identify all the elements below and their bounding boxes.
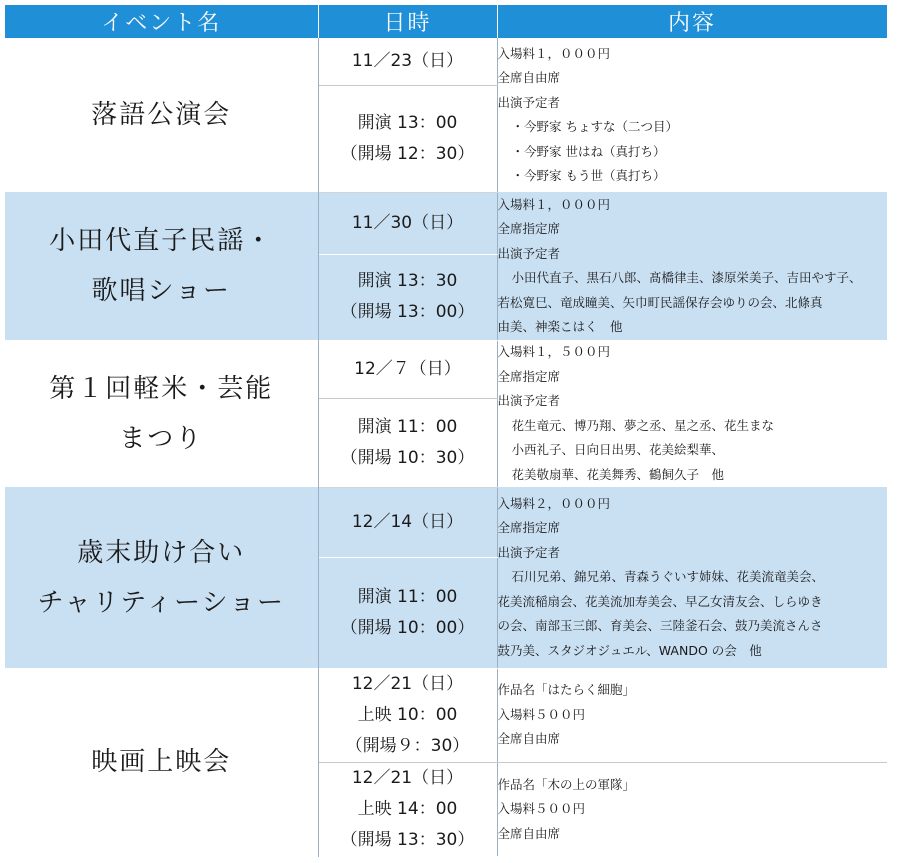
info-line: 作品名「木の上の軍隊」: [497, 776, 636, 792]
header-content: 内容: [497, 5, 887, 38]
performer-line: 小田代直子、黒石八郎、髙橋律圭、漆原栄美子、吉田やす子、: [511, 270, 862, 285]
event-name-line: 第１回軽米・芸能: [49, 373, 274, 404]
performer-line: 花生竜元、博乃翔、夢之丞、星之丞、花生まな: [511, 417, 775, 433]
event-date: 11／30（日）: [318, 192, 497, 254]
info-line: 出演予定者: [497, 544, 561, 560]
info-line: 入場料１，０００円: [497, 196, 611, 212]
info-line: 全席指定席: [497, 368, 561, 384]
performer-line: ・今野家 もう世（真打ち）: [511, 168, 666, 183]
time-line: （開場 12：30）: [340, 143, 475, 164]
event-name: [5, 192, 318, 340]
event-name: [5, 487, 318, 668]
event-name: [5, 340, 318, 487]
event-name-line: 歳末助け合い: [77, 537, 246, 568]
info-line: 出演予定者: [497, 245, 561, 261]
screening-info: [497, 762, 887, 856]
performer-line: ・今野家 ちょすな（二つ目）: [511, 119, 678, 134]
time-line: （開場 13：00）: [340, 302, 475, 322]
time-line: 上映 14：00: [357, 798, 458, 819]
time-line: 開演 13：00: [357, 112, 458, 133]
event-name: [5, 38, 318, 192]
performer-line: 由美、神楽こはく 他: [497, 319, 623, 334]
event-name-line: 落語公演会: [91, 100, 232, 130]
info-line: 出演予定者: [497, 94, 561, 110]
event-name-line: 歌唱ショー: [91, 276, 231, 306]
info-line: 入場料１，５００円: [497, 344, 611, 359]
performer-line: 若松寛巳、竜成瞳美、矢巾町民謡保存会ゆりの会、北條真: [497, 294, 823, 310]
performer-line: 石川兄弟、錦兄弟、青森うぐいす姉妹、花美流竜美会、: [511, 569, 825, 585]
header-datetime: 日時: [318, 5, 497, 38]
info-line: 入場料２，０００円: [497, 495, 611, 511]
event-row-movie: [5, 668, 887, 762]
event-date: 12／７（日）: [318, 340, 497, 398]
event-name: [5, 668, 318, 856]
event-info: [497, 340, 887, 487]
performer-line: 花美敬扇華、花美舞秀、鶴飼久子 他: [511, 466, 725, 482]
event-row-rakugo: [5, 38, 887, 85]
info-line: 全席自由席: [497, 825, 561, 841]
event-time: [318, 85, 497, 192]
performer-line: の会、南部玉三郎、育美会、三陸釜石会、鼓乃美流さんさ: [497, 618, 823, 634]
event-info: [497, 192, 887, 340]
time-line: 12／21（日）: [351, 767, 464, 788]
event-row-minyo: [5, 192, 887, 254]
performer-line: 鼓乃美、スタジオジュエル、WANDO の会 他: [497, 642, 762, 658]
event-name-line: 映画上映会: [91, 747, 232, 777]
event-schedule-table: [5, 5, 888, 857]
info-line: 全席自由席: [497, 731, 561, 746]
event-time: [318, 557, 497, 668]
time-line: （開場 10：30）: [340, 447, 475, 468]
time-line: 開演 11：00: [357, 586, 458, 607]
event-row-geino: [5, 340, 887, 398]
info-line: 全席自由席: [497, 70, 561, 85]
screening-info: [497, 668, 887, 762]
time-line: 開演 11：00: [357, 416, 458, 437]
event-date: 12／14（日）: [318, 487, 497, 557]
event-name-line: チャリティーショー: [37, 587, 286, 618]
event-info: [497, 38, 887, 192]
header-row: [5, 5, 887, 38]
event-time: [318, 398, 497, 487]
performer-line: 花美流稲扇会、花美流加寿美会、早乙女清友会、しらゆき: [497, 593, 823, 609]
performer-line: ・今野家 世はね（真打ち）: [511, 143, 666, 159]
info-line: 作品名「はたらく細胞」: [497, 682, 636, 697]
time-line: （開場９：30）: [345, 735, 470, 756]
time-line: （開場 13：30）: [340, 829, 475, 850]
event-name-line: 小田代直子民謡・: [49, 226, 274, 256]
event-time: [318, 254, 497, 340]
time-line: 上映 10：00: [357, 704, 458, 725]
header-event-name: イベント名: [5, 5, 318, 38]
event-date: 11／23（日）: [318, 38, 497, 85]
event-info: [497, 487, 887, 668]
event-name-line: まつり: [119, 423, 204, 454]
info-line: 全席指定席: [497, 520, 561, 536]
performer-line: 小西礼子、日向日出男、花美絵梨華、: [511, 442, 725, 457]
time-line: 12／21（日）: [351, 673, 464, 694]
time-line: （開場 10：00）: [340, 617, 475, 638]
info-line: 入場料５００円: [497, 801, 586, 816]
info-line: 出演予定者: [497, 393, 561, 408]
screening-time: [318, 762, 497, 856]
info-line: 全席指定席: [497, 221, 561, 236]
info-line: 入場料１，０００円: [497, 45, 611, 61]
time-line: 開演 13：30: [357, 271, 458, 291]
event-row-charity: [5, 487, 887, 557]
info-line: 入場料５００円: [497, 706, 586, 722]
screening-time: [318, 668, 497, 762]
